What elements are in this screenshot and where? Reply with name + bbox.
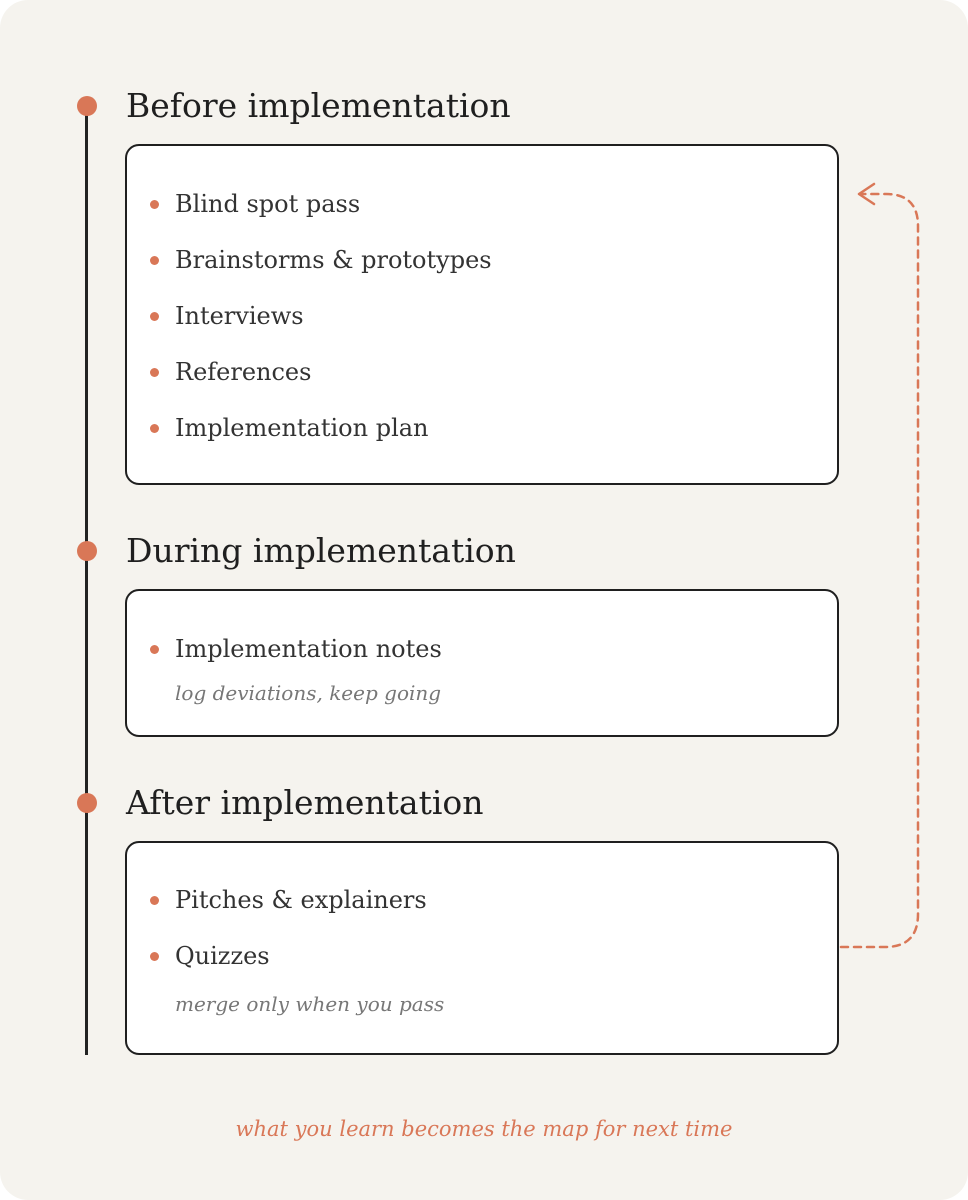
bullet-dot-icon (150, 424, 159, 433)
list-item-text: References (175, 358, 312, 386)
stage-note: log deviations, keep going (175, 681, 442, 705)
list-item-text: Implementation notes (175, 635, 442, 663)
loop-arrow-head (859, 184, 874, 204)
list-item (150, 880, 427, 920)
list-item-text: Interviews (175, 302, 304, 330)
stage-title-before: Before implementation (126, 86, 511, 125)
list-item-text: Quizzes (175, 942, 270, 970)
list-item (150, 629, 442, 669)
list-item (150, 352, 311, 392)
stage-title-after: After implementation (126, 783, 484, 822)
stage-note: merge only when you pass (175, 992, 445, 1016)
stage-marker-icon (77, 541, 97, 561)
list-item (150, 240, 492, 280)
timeline-line (85, 105, 88, 1055)
stage-marker-icon (77, 793, 97, 813)
stage-box-during (125, 589, 839, 737)
loop-arrow-path (841, 194, 918, 947)
bullet-dot-icon (150, 368, 159, 377)
list-item-text: Pitches & explainers (175, 886, 427, 914)
list-item (150, 936, 270, 976)
stage-marker-icon (77, 96, 97, 116)
bullet-dot-icon (150, 645, 159, 654)
bullet-dot-icon (150, 312, 159, 321)
stage-box-before (125, 144, 839, 485)
list-item-text: Brainstorms & prototypes (175, 246, 492, 274)
bullet-dot-icon (150, 952, 159, 961)
footer-caption: what you learn becomes the map for next time (235, 1117, 733, 1141)
list-item-text: Implementation plan (175, 414, 429, 442)
bullet-dot-icon (150, 200, 159, 209)
list-item (150, 296, 304, 336)
list-item (150, 408, 429, 448)
bullet-dot-icon (150, 256, 159, 265)
stage-title-during: During implementation (126, 531, 516, 570)
list-item (150, 184, 360, 224)
list-item-text: Blind spot pass (175, 190, 361, 218)
stage-box-after (125, 841, 839, 1055)
bullet-dot-icon (150, 896, 159, 905)
